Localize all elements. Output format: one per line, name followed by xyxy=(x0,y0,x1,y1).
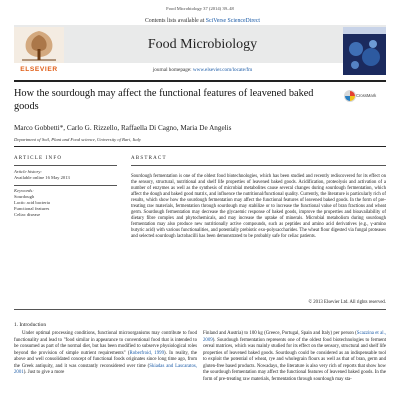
body-paragraph xyxy=(203,331,386,383)
citation-link[interactable]: Roberfroid, 1999 xyxy=(129,350,164,356)
body-paragraph xyxy=(14,331,197,377)
keyword-item: Functional features xyxy=(14,206,50,211)
keywords-block xyxy=(14,188,114,218)
keyword-item: Sourdough xyxy=(14,194,35,199)
article-info-rule xyxy=(14,165,117,166)
contents-prefix: Contents lists available at xyxy=(144,18,206,24)
keywords-label: Keywords: xyxy=(14,188,34,193)
journal-title[interactable]: Food Microbiology xyxy=(147,37,258,52)
body-column-left xyxy=(14,331,197,377)
introduction-heading: 1. Introduction xyxy=(14,322,47,328)
paragraph-text: ). In reality, the above and well consolidated concept of functional foods originates since long time ago, from the Greek antiquity, and it was constantly reconsidered over time ( xyxy=(14,350,197,369)
citation-link[interactable]: Skiadas and Lascaratos, 2001 xyxy=(14,363,197,375)
sciencedirect-link[interactable]: SciVerse ScienceDirect xyxy=(205,18,261,24)
abstract-rule xyxy=(131,165,386,166)
homepage-prefix: journal homepage: xyxy=(152,67,193,73)
keywords-rule xyxy=(14,185,117,186)
keyword-item: Celiac disease xyxy=(14,212,41,217)
crossmark-label: CrossMark xyxy=(356,93,377,98)
history-label: Article history: xyxy=(14,169,42,174)
journal-homepage-line xyxy=(70,67,335,73)
keyword-item: Lactic acid bacteria xyxy=(14,200,50,205)
journal-citation: Food Microbiology 37 (2014) 39–48 xyxy=(166,6,234,11)
history-value: Available online 16 May 2013 xyxy=(14,175,70,180)
article-info-heading: ARTICLE INFO xyxy=(14,156,63,161)
journal-cover-thumbnail xyxy=(343,27,386,75)
abstract-heading: ABSTRACT xyxy=(131,156,167,161)
author-list: Marco Gobbetti*, Carlo G. Rizzello, Raffaella Di Cagno, Maria De Angelis xyxy=(14,124,232,132)
header-divider xyxy=(14,80,386,82)
article-title: How the sourdough may affect the functional features of leavened baked goods xyxy=(14,88,314,112)
paragraph-text: Finland and Austria) to 100 kg (Greece, Portugal, Spain and Italy) per person ( xyxy=(203,331,357,336)
elsevier-wordmark: ELSEVIER xyxy=(20,66,58,73)
author-affiliation: Department of Soil, Plant and Food science, University of Bari, Italy xyxy=(14,137,141,142)
paragraph-text: ). Sourdough fermentation represents one of the oldest food biotechnologies to ferment cereal matrices, which was mainly studied for its effect on the sensory, structural and shelf life properties of leavened baked goods. Sourdough could be considered as an indispensable tool to exploit the potential of wheat, rye and wholegrain flours as well as that of bran, germ and gluten-free based products. Nowadays, the literature is also very rich of reports that show how the sourdough fermentation may affect the functional features of leavened baked goods. In the form of pre-treating raw materials, fermentation through sourdough may sta- xyxy=(203,337,386,382)
homepage-link[interactable]: www.elsevier.com/locate/fm xyxy=(192,67,253,73)
citation-link[interactable]: Scazzina et al., 2009 xyxy=(203,331,387,343)
affiliation-divider xyxy=(14,146,386,147)
contents-line xyxy=(70,18,335,24)
body-column-right xyxy=(203,331,386,383)
paragraph-text: ). Just to give a more xyxy=(23,370,65,375)
abstract-bottom-rule xyxy=(14,309,386,310)
copyright-notice: © 2013 Elsevier Ltd. All rights reserved. xyxy=(308,300,386,305)
abstract-text: Sourdough fermentation is one of the oldest food biotechnologies, which has been studied and recently rediscovered for its effect on the sensory, structural, nutritional and shelf life properties of leavened baked goods. Acidification, proteolysis and activation of a number of enzymes as well as the synthesis of microbial metabolites cause several changes during sourdough fermentation, which affect the dough and baked good matrix, and influence the nutritional/functional quality. Currently, the literature is particularly rich of results, which show how the sourdough fermentation may affect the functional features of leavened baked goods. In the form of pre-treating raw materials, fermentation through sourdough may stabilize or to increase the functional value of bran fractions and wheat germ. Sourdough fermentation may decrease the glycaemic response of baked goods, improve the properties and bioavailability of dietary fibre complex and phytochemicals, and may increase the uptake of minerals. Microbial metabolism during sourdough fermentation may also produce new nutritionally active compounds, such as peptides and amino acid derivatives (e.g., γ-amino butyric acid) with various functionalities, and potentially prebiotic exo-polysaccharides. The wheat flour digested via fungal proteases and selected sourdough lactobacilli has been demonstrated to be probably safe for celiac patients. xyxy=(131,174,386,239)
paragraph-text: Under optimal processing conditions, functional microorganisms may contribute to food functionality and lead to "food similar in appearance to conventional food that is intended to be consumed as part of the normal diet, but has been modified to subserve physiological roles beyond the provision of simple nutrient requirements" ( xyxy=(14,331,197,356)
elsevier-tree-logo xyxy=(14,27,64,63)
article-history xyxy=(14,169,114,181)
